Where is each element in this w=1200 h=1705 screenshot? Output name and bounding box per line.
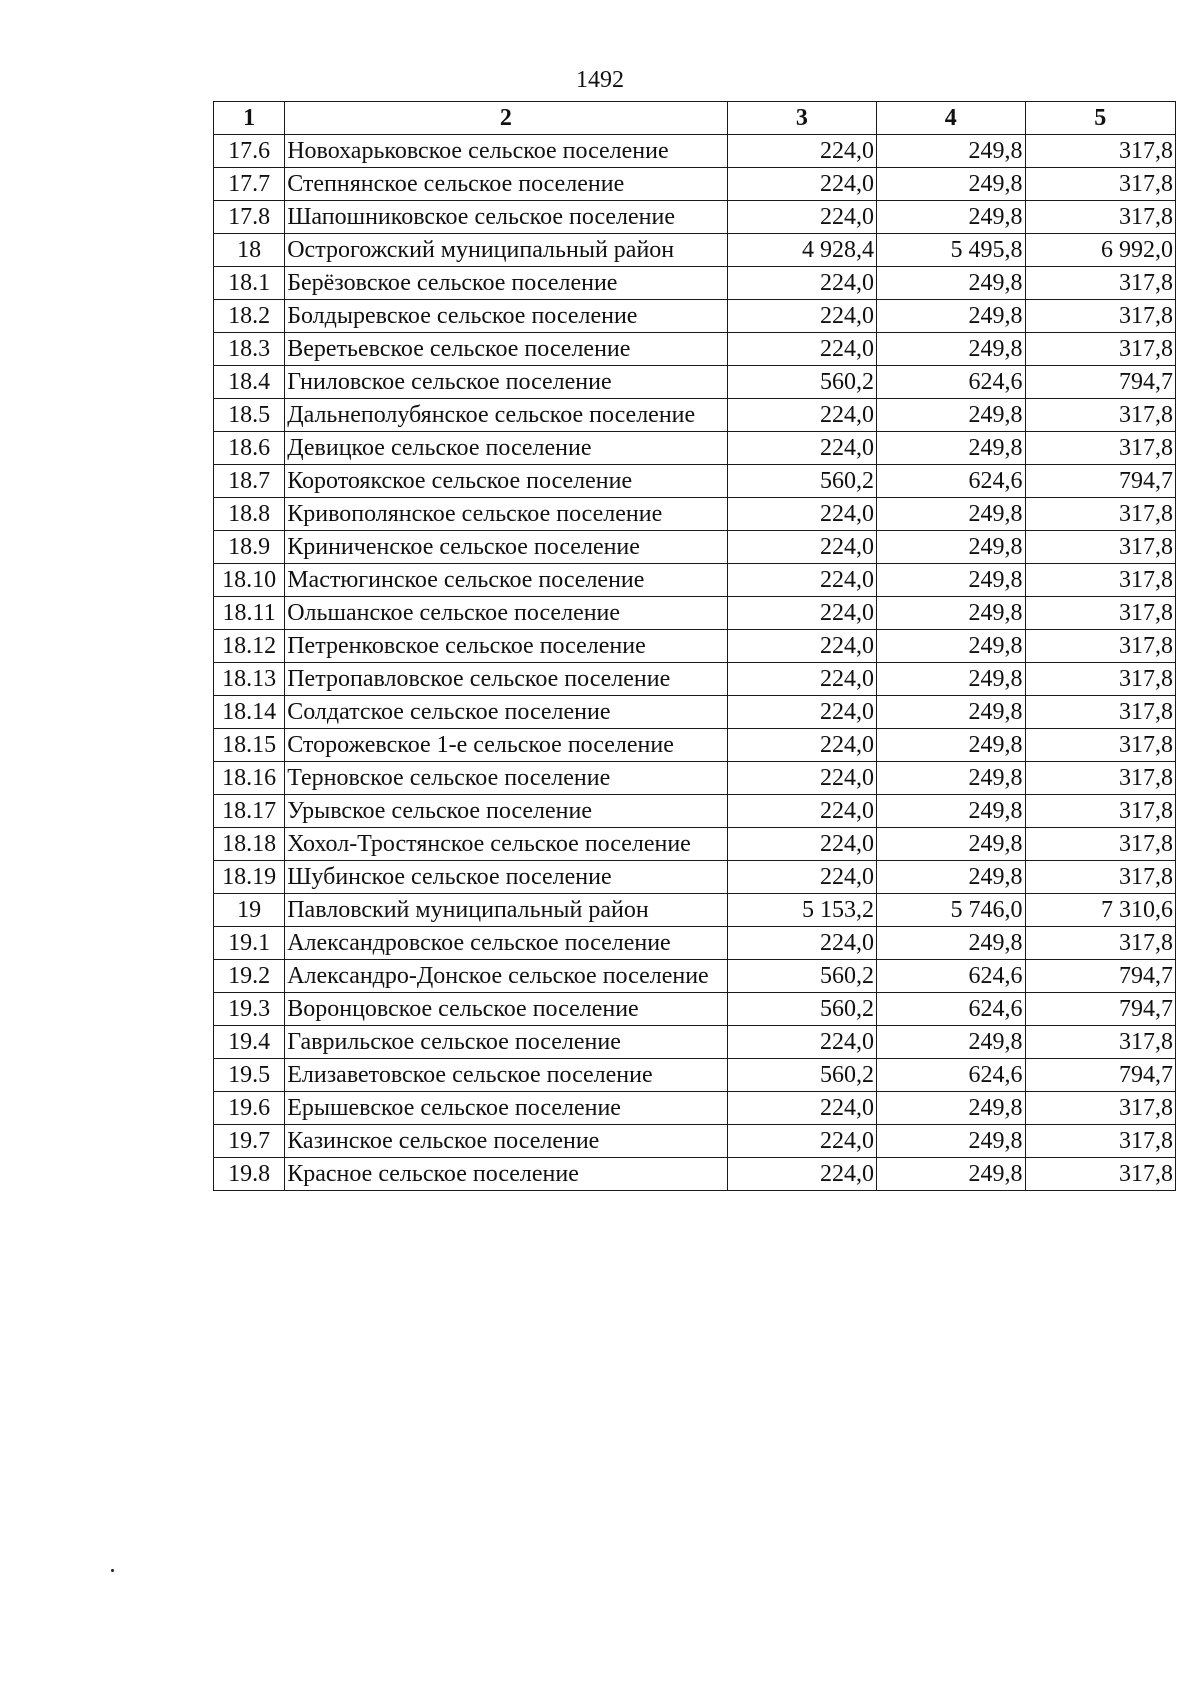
value-column-3: 560,2 xyxy=(727,366,876,399)
row-number: 17.8 xyxy=(214,201,285,234)
value-column-3: 224,0 xyxy=(727,300,876,333)
value-column-4: 249,8 xyxy=(877,927,1025,960)
value-column-5: 317,8 xyxy=(1025,432,1176,465)
settlement-name: Терновское сельское поселение xyxy=(285,762,727,795)
table-row xyxy=(214,1125,1176,1158)
table-row xyxy=(214,234,1176,267)
row-number: 18.6 xyxy=(214,432,285,465)
row-number: 18.19 xyxy=(214,861,285,894)
table-row xyxy=(214,630,1176,663)
value-column-3: 560,2 xyxy=(727,993,876,1026)
value-column-5: 794,7 xyxy=(1025,1059,1176,1092)
value-column-3: 5 153,2 xyxy=(727,894,876,927)
settlement-name: Ерышевское сельское поселение xyxy=(285,1092,727,1125)
settlement-name: Петропавловское сельское поселение xyxy=(285,663,727,696)
value-column-4: 624,6 xyxy=(877,1059,1025,1092)
value-column-4: 249,8 xyxy=(877,1026,1025,1059)
value-column-5: 317,8 xyxy=(1025,201,1176,234)
value-column-3: 560,2 xyxy=(727,465,876,498)
table-row xyxy=(214,1059,1176,1092)
value-column-3: 224,0 xyxy=(727,828,876,861)
value-column-3: 224,0 xyxy=(727,663,876,696)
scan-speck xyxy=(111,1569,114,1572)
value-column-5: 794,7 xyxy=(1025,960,1176,993)
row-number: 19.7 xyxy=(214,1125,285,1158)
table-body xyxy=(214,135,1176,1191)
value-column-4: 249,8 xyxy=(877,564,1025,597)
table-row xyxy=(214,960,1176,993)
value-column-5: 317,8 xyxy=(1025,630,1176,663)
value-column-3: 224,0 xyxy=(727,135,876,168)
table-row xyxy=(214,1158,1176,1191)
value-column-3: 224,0 xyxy=(727,795,876,828)
value-column-4: 249,8 xyxy=(877,201,1025,234)
settlement-name: Коротоякское сельское поселение xyxy=(285,465,727,498)
value-column-4: 249,8 xyxy=(877,333,1025,366)
table-row xyxy=(214,729,1176,762)
table-row xyxy=(214,1092,1176,1125)
value-column-4: 249,8 xyxy=(877,795,1025,828)
value-column-5: 317,8 xyxy=(1025,300,1176,333)
value-column-3: 224,0 xyxy=(727,597,876,630)
value-column-3: 560,2 xyxy=(727,1059,876,1092)
value-column-4: 5 495,8 xyxy=(877,234,1025,267)
value-column-3: 224,0 xyxy=(727,267,876,300)
value-column-3: 224,0 xyxy=(727,333,876,366)
value-column-4: 249,8 xyxy=(877,300,1025,333)
value-column-3: 224,0 xyxy=(727,1026,876,1059)
row-number: 18.11 xyxy=(214,597,285,630)
settlement-name: Кривополянское сельское поселение xyxy=(285,498,727,531)
column-header-2: 2 xyxy=(285,102,727,135)
value-column-3: 224,0 xyxy=(727,201,876,234)
table-row xyxy=(214,795,1176,828)
row-number: 18.4 xyxy=(214,366,285,399)
settlement-name: Елизаветовское сельское поселение xyxy=(285,1059,727,1092)
settlement-name: Гниловское сельское поселение xyxy=(285,366,727,399)
table-row xyxy=(214,465,1176,498)
value-column-5: 317,8 xyxy=(1025,399,1176,432)
value-column-4: 249,8 xyxy=(877,729,1025,762)
table-row xyxy=(214,861,1176,894)
value-column-5: 317,8 xyxy=(1025,333,1176,366)
settlement-name: Урывское сельское поселение xyxy=(285,795,727,828)
table-row xyxy=(214,201,1176,234)
value-column-4: 249,8 xyxy=(877,531,1025,564)
row-number: 19.6 xyxy=(214,1092,285,1125)
settlement-name: Красное сельское поселение xyxy=(285,1158,727,1191)
value-column-5: 317,8 xyxy=(1025,168,1176,201)
row-number: 19.4 xyxy=(214,1026,285,1059)
value-column-5: 317,8 xyxy=(1025,927,1176,960)
value-column-5: 317,8 xyxy=(1025,135,1176,168)
value-column-4: 249,8 xyxy=(877,696,1025,729)
table-row xyxy=(214,894,1176,927)
table-row xyxy=(214,696,1176,729)
row-number: 18.12 xyxy=(214,630,285,663)
settlement-name: Воронцовское сельское поселение xyxy=(285,993,727,1026)
settlement-name: Шапошниковское сельское поселение xyxy=(285,201,727,234)
settlement-name: Криниченское сельское поселение xyxy=(285,531,727,564)
value-column-4: 624,6 xyxy=(877,960,1025,993)
data-table xyxy=(213,101,1176,1191)
settlement-name: Солдатское сельское поселение xyxy=(285,696,727,729)
value-column-5: 794,7 xyxy=(1025,465,1176,498)
value-column-5: 317,8 xyxy=(1025,564,1176,597)
table-row xyxy=(214,333,1176,366)
table-row xyxy=(214,399,1176,432)
value-column-4: 249,8 xyxy=(877,498,1025,531)
value-column-5: 317,8 xyxy=(1025,1158,1176,1191)
table-row xyxy=(214,366,1176,399)
row-number: 19 xyxy=(214,894,285,927)
value-column-5: 317,8 xyxy=(1025,498,1176,531)
value-column-5: 317,8 xyxy=(1025,795,1176,828)
table-row xyxy=(214,168,1176,201)
value-column-3: 224,0 xyxy=(727,696,876,729)
value-column-5: 317,8 xyxy=(1025,762,1176,795)
page-number: 1492 xyxy=(576,67,624,93)
value-column-4: 249,8 xyxy=(877,597,1025,630)
table-row xyxy=(214,564,1176,597)
row-number: 18.5 xyxy=(214,399,285,432)
table-row xyxy=(214,828,1176,861)
value-column-3: 224,0 xyxy=(727,762,876,795)
row-number: 18.13 xyxy=(214,663,285,696)
settlement-name: Хохол-Тростянское сельское поселение xyxy=(285,828,727,861)
value-column-3: 224,0 xyxy=(727,564,876,597)
value-column-5: 794,7 xyxy=(1025,993,1176,1026)
value-column-4: 5 746,0 xyxy=(877,894,1025,927)
settlement-name: Острогожский муниципальный район xyxy=(285,234,727,267)
value-column-5: 317,8 xyxy=(1025,828,1176,861)
value-column-3: 224,0 xyxy=(727,729,876,762)
value-column-3: 224,0 xyxy=(727,432,876,465)
value-column-5: 317,8 xyxy=(1025,663,1176,696)
settlement-name: Новохарьковское сельское поселение xyxy=(285,135,727,168)
table-row xyxy=(214,267,1176,300)
table-row xyxy=(214,432,1176,465)
value-column-3: 224,0 xyxy=(727,861,876,894)
settlement-name: Дальнеполубянское сельское поселение xyxy=(285,399,727,432)
value-column-4: 249,8 xyxy=(877,1092,1025,1125)
column-header-4: 4 xyxy=(877,102,1025,135)
row-number: 18.10 xyxy=(214,564,285,597)
value-column-5: 317,8 xyxy=(1025,1125,1176,1158)
value-column-4: 249,8 xyxy=(877,168,1025,201)
row-number: 18.1 xyxy=(214,267,285,300)
row-number: 19.3 xyxy=(214,993,285,1026)
value-column-5: 6 992,0 xyxy=(1025,234,1176,267)
settlement-name: Ольшанское сельское поселение xyxy=(285,597,727,630)
settlement-name: Александро-Донское сельское поселение xyxy=(285,960,727,993)
settlement-name: Павловский муниципальный район xyxy=(285,894,727,927)
value-column-5: 317,8 xyxy=(1025,1092,1176,1125)
settlement-name: Степнянское сельское поселение xyxy=(285,168,727,201)
value-column-3: 224,0 xyxy=(727,927,876,960)
row-number: 18.18 xyxy=(214,828,285,861)
row-number: 18.14 xyxy=(214,696,285,729)
value-column-4: 249,8 xyxy=(877,828,1025,861)
settlement-name: Болдыревское сельское поселение xyxy=(285,300,727,333)
value-column-5: 317,8 xyxy=(1025,597,1176,630)
value-column-4: 624,6 xyxy=(877,993,1025,1026)
value-column-4: 624,6 xyxy=(877,366,1025,399)
value-column-3: 560,2 xyxy=(727,960,876,993)
value-column-5: 317,8 xyxy=(1025,1026,1176,1059)
value-column-4: 624,6 xyxy=(877,465,1025,498)
value-column-3: 224,0 xyxy=(727,630,876,663)
value-column-4: 249,8 xyxy=(877,135,1025,168)
settlement-name: Гаврильское сельское поселение xyxy=(285,1026,727,1059)
column-header-5: 5 xyxy=(1025,102,1176,135)
value-column-4: 249,8 xyxy=(877,399,1025,432)
value-column-4: 249,8 xyxy=(877,630,1025,663)
table-row xyxy=(214,498,1176,531)
row-number: 18.16 xyxy=(214,762,285,795)
row-number: 18.3 xyxy=(214,333,285,366)
value-column-3: 224,0 xyxy=(727,1092,876,1125)
value-column-4: 249,8 xyxy=(877,663,1025,696)
value-column-4: 249,8 xyxy=(877,861,1025,894)
table-row xyxy=(214,135,1176,168)
table-header-row xyxy=(214,102,1176,135)
settlement-name: Девицкое сельское поселение xyxy=(285,432,727,465)
table-row xyxy=(214,927,1176,960)
row-number: 19.1 xyxy=(214,927,285,960)
row-number: 18.8 xyxy=(214,498,285,531)
value-column-3: 224,0 xyxy=(727,1125,876,1158)
settlement-name: Сторожевское 1-е сельское поселение xyxy=(285,729,727,762)
row-number: 19.5 xyxy=(214,1059,285,1092)
settlement-name: Александровское сельское поселение xyxy=(285,927,727,960)
value-column-4: 249,8 xyxy=(877,1158,1025,1191)
value-column-4: 249,8 xyxy=(877,432,1025,465)
row-number: 17.7 xyxy=(214,168,285,201)
table-row xyxy=(214,597,1176,630)
column-header-3: 3 xyxy=(727,102,876,135)
value-column-5: 7 310,6 xyxy=(1025,894,1176,927)
value-column-5: 794,7 xyxy=(1025,366,1176,399)
row-number: 19.8 xyxy=(214,1158,285,1191)
value-column-5: 317,8 xyxy=(1025,531,1176,564)
value-column-5: 317,8 xyxy=(1025,696,1176,729)
value-column-3: 224,0 xyxy=(727,498,876,531)
row-number: 18.17 xyxy=(214,795,285,828)
value-column-3: 224,0 xyxy=(727,531,876,564)
row-number: 18.9 xyxy=(214,531,285,564)
settlement-name: Казинское сельское поселение xyxy=(285,1125,727,1158)
column-header-1: 1 xyxy=(214,102,285,135)
table-row xyxy=(214,1026,1176,1059)
table-row xyxy=(214,762,1176,795)
row-number: 18.2 xyxy=(214,300,285,333)
value-column-5: 317,8 xyxy=(1025,861,1176,894)
row-number: 19.2 xyxy=(214,960,285,993)
table-row xyxy=(214,993,1176,1026)
table-row xyxy=(214,300,1176,333)
table-row xyxy=(214,531,1176,564)
row-number: 17.6 xyxy=(214,135,285,168)
value-column-3: 224,0 xyxy=(727,1158,876,1191)
row-number: 18 xyxy=(214,234,285,267)
settlement-name: Мастюгинское сельское поселение xyxy=(285,564,727,597)
value-column-3: 4 928,4 xyxy=(727,234,876,267)
value-column-4: 249,8 xyxy=(877,1125,1025,1158)
value-column-4: 249,8 xyxy=(877,267,1025,300)
value-column-3: 224,0 xyxy=(727,168,876,201)
settlement-name: Берёзовское сельское поселение xyxy=(285,267,727,300)
row-number: 18.15 xyxy=(214,729,285,762)
value-column-3: 224,0 xyxy=(727,399,876,432)
value-column-4: 249,8 xyxy=(877,762,1025,795)
settlement-name: Петренковское сельское поселение xyxy=(285,630,727,663)
value-column-5: 317,8 xyxy=(1025,267,1176,300)
table-row xyxy=(214,663,1176,696)
settlement-name: Веретьевское сельское поселение xyxy=(285,333,727,366)
row-number: 18.7 xyxy=(214,465,285,498)
settlement-name: Шубинское сельское поселение xyxy=(285,861,727,894)
value-column-5: 317,8 xyxy=(1025,729,1176,762)
